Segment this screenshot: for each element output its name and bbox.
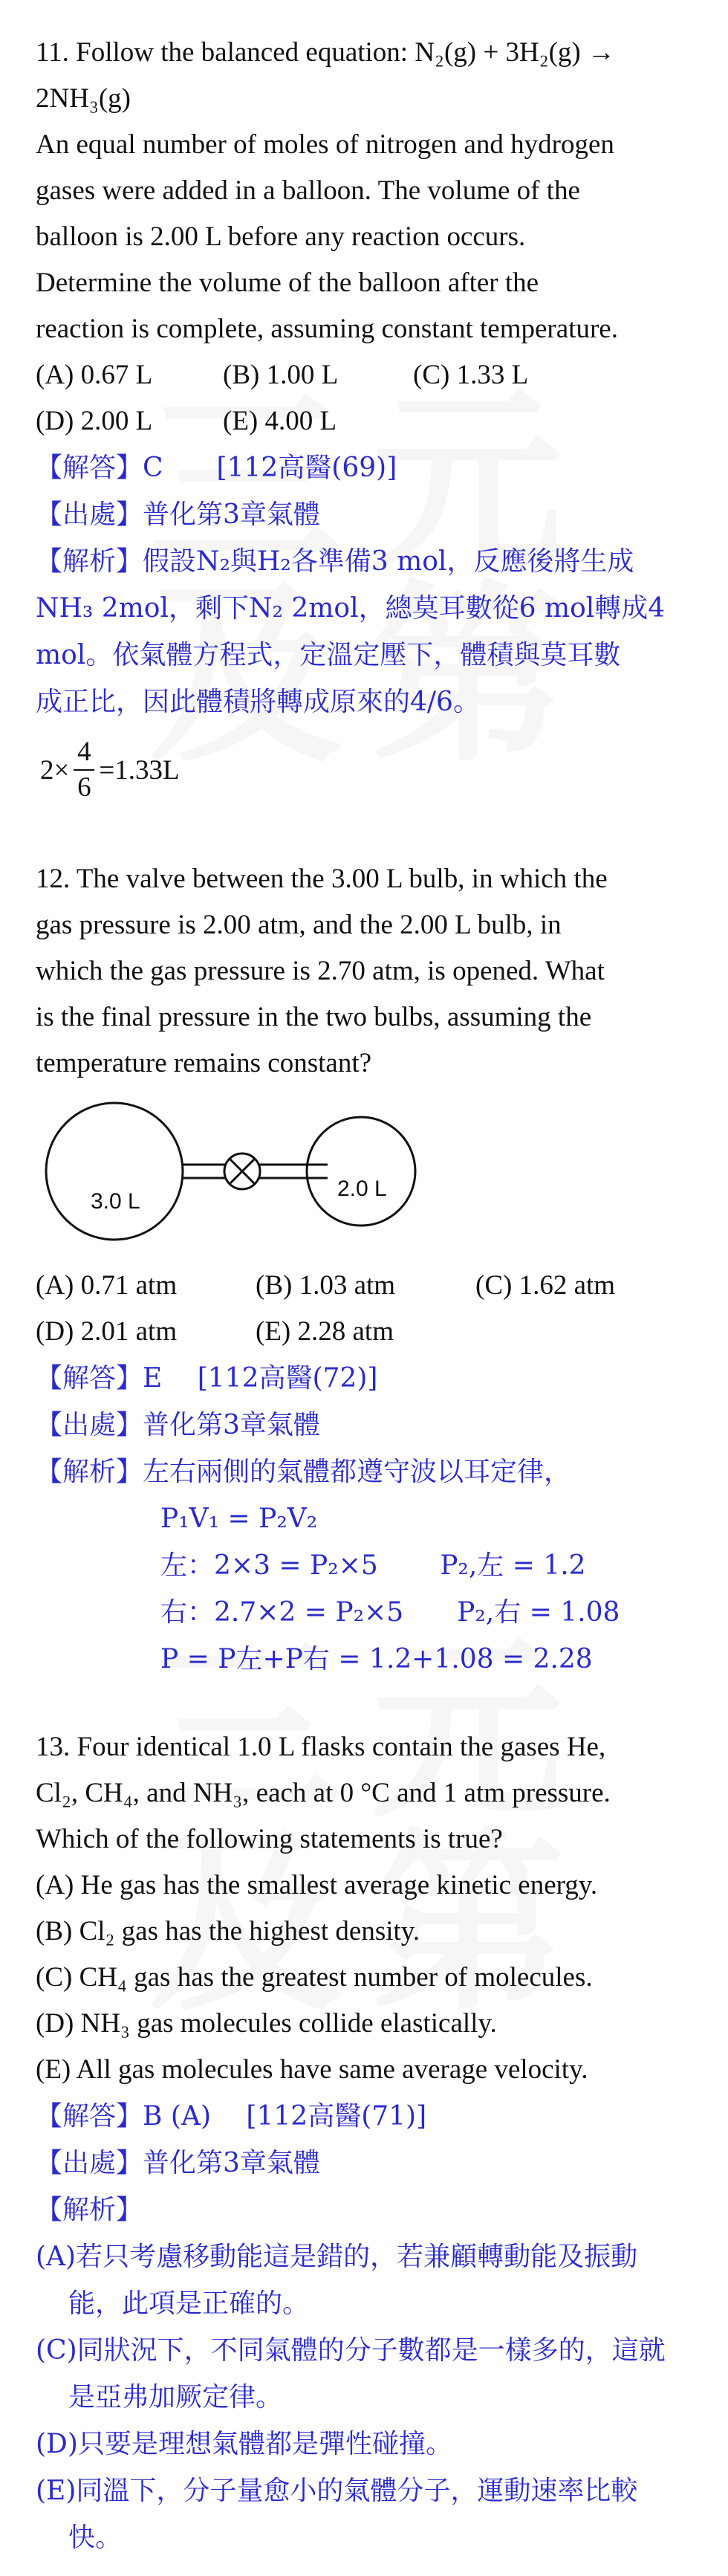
q11-stem-line: Determine the volume of the balloon after the: [36, 268, 539, 298]
q12-option-b: (B) 1.03 atm: [256, 1270, 396, 1301]
q13-option-a: (A) He gas has the smallest average kinetic energy.: [36, 1870, 598, 1900]
q13-answer: 【解答】B (A) [112高醫(71)]: [36, 2101, 427, 2132]
q11-explanation-line: NH₃ 2mol，剩下N₂ 2mol，總莫耳數從6 mol轉成4: [36, 593, 666, 624]
q12-option-d: (D) 2.01 atm: [36, 1316, 178, 1347]
q11-source: 【出處】普化第3章氣體: [36, 499, 320, 530]
q11-stem-line: 11. Follow the balanced equation: N₂(g) + 3H₂(g) →: [36, 37, 615, 68]
formula-fraction: [74, 735, 94, 805]
bulbs-diagram: [40, 1097, 689, 1249]
q12-stem-line: which the gas pressure is 2.70 atm, is opened. What: [36, 956, 605, 986]
q11-explanation: [36, 538, 689, 725]
q12-explanation-line: P₁V₁ = P₂V₂: [160, 1504, 318, 1534]
section-gap: [36, 1683, 689, 1724]
q11-option-e: (E) 4.00 L: [223, 406, 337, 436]
q12-option-c: (C) 1.62 atm: [475, 1270, 616, 1301]
left-bulb-label: 3.0 L: [91, 1189, 140, 1214]
q12-stem-line: 12. The valve between the 3.00 L bulb, in which the: [36, 864, 608, 894]
q13-explanation-item: (D)只要是理想氣體都是彈性碰撞。: [36, 2429, 452, 2459]
q12-stem-line: is the final pressure in the two bulbs, assuming the: [36, 1002, 592, 1032]
left-bulb: [46, 1103, 183, 1240]
question-12: [36, 856, 689, 1683]
q11-option-b: (B) 1.00 L: [223, 360, 339, 390]
q11-options-row: [36, 398, 689, 444]
q11-explanation-line: 成正比，因此體積將轉成原來的4/6。: [36, 687, 480, 717]
q12-stem-line: temperature remains constant?: [36, 1048, 372, 1078]
q13-stem-line: Which of the following statements is true?: [36, 1824, 503, 1854]
q12-answer: 【解答】E [112高醫(72)]: [36, 1363, 378, 1394]
q11-stem-line: gases were added in a balloon. The volume of the: [36, 175, 580, 206]
q13-explanation-head: 【解析】: [36, 2195, 143, 2225]
q13-explanation-item: (C)同狀況下，不同氣體的分子數都是一樣多的，這就是亞弗加厥定律。: [36, 2335, 666, 2412]
q13-explanation: [36, 2187, 689, 2561]
q12-explanation-head: 【解析】左右兩側的氣體都遵守波以耳定律，: [36, 1457, 571, 1487]
q13-option-e: (E) All gas molecules have same average velocity.: [36, 2054, 588, 2085]
question-13: [36, 1724, 689, 2561]
q11-explanation-line: 【解析】假設N₂與H₂各準備3 mol，反應後將生成: [36, 546, 634, 577]
q11-option-d: (D) 2.00 L: [36, 406, 153, 436]
q13-option-b: (B) Cl₂ gas has the highest density.: [36, 1916, 420, 1946]
q13-option-c: (C) CH₄ gas has the greatest number of molecules.: [36, 1962, 593, 1993]
q13-option-d: (D) NH₃ gas molecules collide elastically.: [36, 2008, 497, 2039]
q12-options-row: [36, 1309, 689, 1355]
q12-explanation: [36, 1449, 689, 1683]
formula-right: =1.33L: [99, 754, 180, 786]
q11-explanation-line: mol。依氣體方程式，定溫定壓下，體積與莫耳數: [36, 640, 621, 670]
q13-stem-line: 13. Four identical 1.0 L flasks contain the gases He,: [36, 1732, 606, 1762]
q11-options-row: [36, 352, 689, 398]
q12-explanation-line: 右：2.7×2 = P₂×5 P₂,右 = 1.08: [160, 1597, 620, 1628]
q13-explanation-item: (A)若只考慮移動能這是錯的，若兼顧轉動能及振動能，此項是正確的。: [36, 2242, 638, 2319]
fraction-numerator: 4: [77, 737, 91, 767]
document-page: [36, 30, 689, 2561]
q11-stem-line: An equal number of moles of nitrogen and hydrogen: [36, 129, 614, 160]
q11-formula: [40, 725, 689, 815]
q13-stem-line: Cl₂, CH₄, and NH₃, each at 0 °C and 1 atm pressure.: [36, 1778, 611, 1808]
q13-source: 【出處】普化第3章氣體: [36, 2148, 320, 2178]
q11-stem-line: reaction is complete, assuming constant temperature.: [36, 314, 618, 344]
question-11: [36, 30, 689, 815]
fraction-denominator: 6: [77, 772, 91, 803]
bulbs-diagram-svg: [40, 1097, 426, 1246]
right-bulb: [307, 1117, 415, 1226]
q12-options-row: [36, 1263, 689, 1309]
q11-option-c: (C) 1.33 L: [413, 360, 529, 390]
q11-stem-line: 2NH₃(g): [36, 83, 131, 114]
q11-option-a: (A) 0.67 L: [36, 360, 153, 390]
q12-stem-line: gas pressure is 2.00 atm, and the 2.00 L bulb, in: [36, 910, 562, 940]
q12-source: 【出處】普化第3章氣體: [36, 1410, 320, 1440]
q13-explanation-item: (E)同溫下，分子量愈小的氣體分子，運動速率比較快。: [36, 2476, 638, 2553]
q11-stem-line: balloon is 2.00 L before any reaction occurs.: [36, 221, 526, 252]
q11-answer: 【解答】C [112高醫(69)]: [36, 453, 397, 483]
q12-option-a: (A) 0.71 atm: [36, 1270, 178, 1301]
right-bulb-label: 2.0 L: [337, 1177, 387, 1201]
section-gap: [36, 815, 689, 856]
q12-option-e: (E) 2.28 atm: [256, 1316, 394, 1347]
q12-explanation-line: 左：2×3 = P₂×5 P₂,左 = 1.2: [160, 1550, 586, 1581]
q12-explanation-line: P = P左+P右 = 1.2+1.08 = 2.28: [160, 1644, 593, 1674]
formula-left: 2×: [40, 754, 70, 786]
